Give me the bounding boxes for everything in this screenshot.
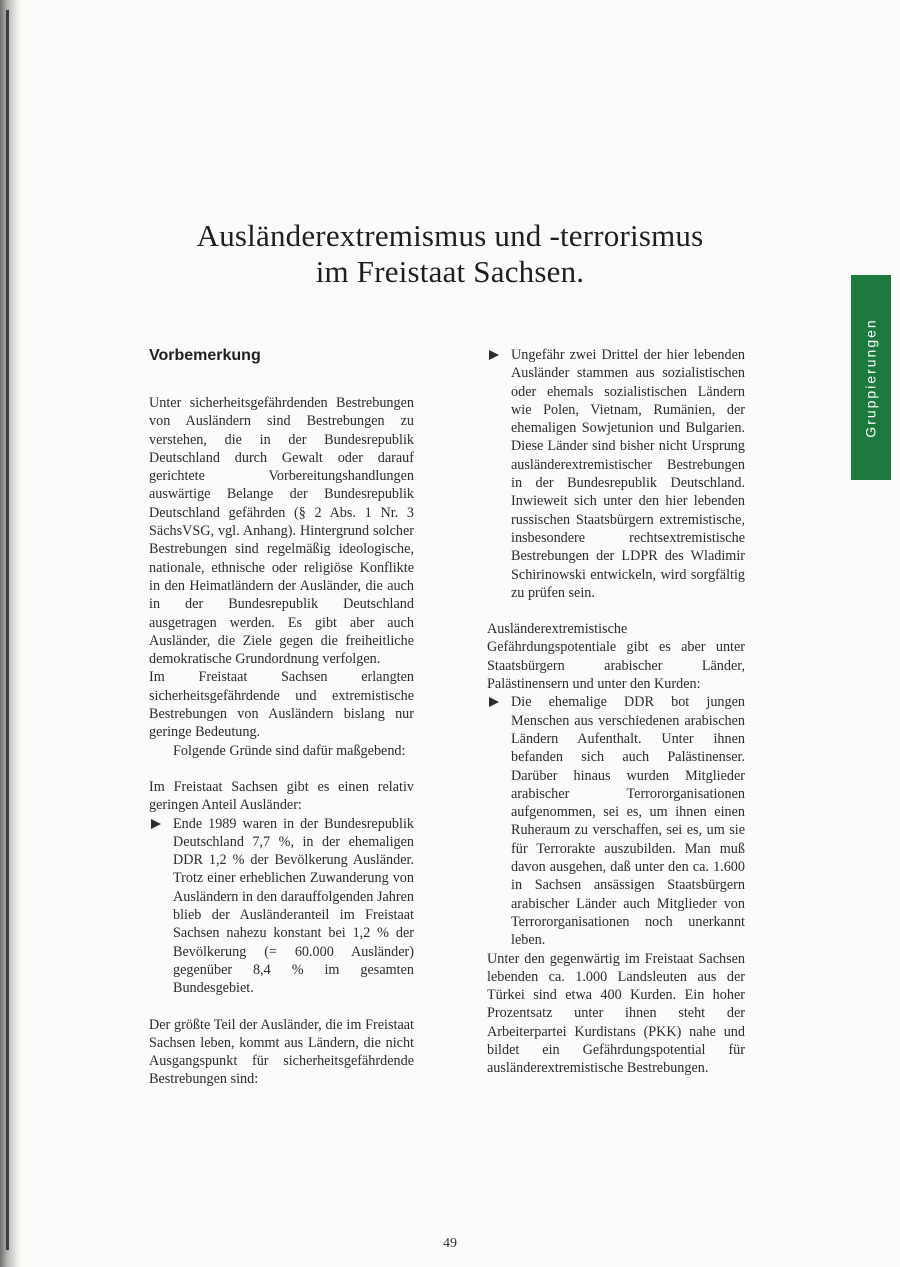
left-bullet-1: Ende 1989 waren in der Bundesrepublik Deutschland 7,7 %, in der ehemaligen DDR 1,2 % der Bevölkerung Ausländer. Trotz einer erheblichen Zuwanderung von Ausländern in den darauffolgenden Jahren blieb der Ausländeranteil im Freistaat Sachsen nahezu konstant bei 1,2 % der Bevölkerung (= 60.000 Ausländer) gegenüber 8,4 % im gesamten Bundesgebiet.	[149, 815, 414, 998]
section-side-tab	[851, 275, 891, 480]
side-tab-label: Gruppierungen	[863, 317, 879, 438]
right-paragraph-2: Unter den gegenwärtig im Freistaat Sachsen lebenden ca. 1.000 Landsleuten aus der Türkei sind etwa 400 Kurden. Ein hoher Prozentsatz unter ihnen steht der Arbeiterpartei Kurdistans (PKK) nahe und bildet ein Gefährdungspotential für ausländerextremistische Bestrebungen.	[487, 950, 745, 1077]
spacer	[149, 760, 414, 778]
left-paragraph-2: Im Freistaat Sachsen erlangten sicherheitsgefährdende und extremistische Bestrebungen von Ausländern bislang nur geringe Bedeutung.	[149, 669, 414, 741]
title-line-2: im Freistaat Sachsen.	[315, 254, 585, 289]
right-paragraph-1: Ausländerextremistische Gefährdungspotentiale gibt es aber unter Staatsbürgern arabischer Länder, Palästinensern und unter den Kurden:	[487, 621, 745, 693]
book-binding-shadow	[0, 0, 22, 1267]
left-paragraph-5: Der größte Teil der Ausländer, die im Freistaat Sachsen leben, kommt aus Ländern, die nicht Ausgangspunkt für sicherheitsgefährdende Bestrebungen sind:	[149, 1016, 414, 1088]
left-column	[149, 346, 414, 1089]
page-number: 49	[443, 1236, 457, 1251]
left-paragraph-4: Im Freistaat Sachsen gibt es einen relativ geringen Anteil Ausländer:	[149, 778, 414, 814]
spacer	[487, 602, 745, 620]
spacer	[149, 998, 414, 1016]
left-paragraph-3: Folgende Gründe sind dafür maßgebend:	[173, 742, 406, 759]
right-bullet-1: Ungefähr zwei Drittel der hier lebenden Ausländer stammen aus sozialistischen oder ehemals sozialistischen Ländern wie Polen, Vietnam, Rumänien, der ehemaligen Sowjetunion und Bulgarien. Diese Länder sind bisher nicht Ursprung ausländerextremistischer Bestrebungen in der Bundesrepublik Deutschland. Inwieweit sich unter den hier lebenden russischen Staatsbürgern extremistische, insbesondere rechtsextremistische Bestrebungen der LDPR des Wladimir Schirinowski entwickeln, wird sorgfältig zu prüfen sein.	[487, 346, 745, 602]
left-paragraph-1: Unter sicherheitsgefährdenden Bestrebungen von Ausländern sind Bestrebungen zu verstehen, die in der Bundesrepublik Deutschland durch Gewalt oder darauf gerichtete Vorbereitungshandlungen auswärtige Belange der Bundesrepublik Deutschland gefährden (§ 2 Abs. 1 Nr. 3 SächsVSG, vgl. Anhang). Hintergrund solcher Bestrebungen sind regelmäßig ideologische, nationale, ethnische oder religiöse Konflikte in den Heimatländern der Ausländer, die auch in der Bundesrepublik Deutschland ausgetragen werden. Es gibt aber auch Ausländer, die Ziele gegen die freiheitliche demokratische Grundordnung verfolgen.	[149, 395, 414, 668]
title-line-1: Ausländerextremismus und -terrorismus	[196, 218, 704, 253]
right-column	[487, 346, 745, 1078]
page-title	[150, 218, 750, 290]
right-bullet-2: Die ehemalige DDR bot jungen Menschen aus verschiedenen arabischen Ländern Aufenthalt. Unter ihnen befanden sich auch Palästinenser. Darüber hinaus wurden Mitglieder arabischer Terrororganisationen aufgenommen, sei es, um ihnen einen Ruheraum zu verschaffen, sei es, um sie für Terrorakte auszubilden. Man muß davon ausgehen, daß unter den ca. 1.600 in Sachsen ansässigen Staatsbürgern arabischer Länder auch Mitglieder von Terrororganisationen noch unerkannt leben.	[487, 693, 745, 949]
section-heading: Vorbemerkung	[149, 347, 261, 364]
binding-edge-line	[6, 10, 9, 1250]
